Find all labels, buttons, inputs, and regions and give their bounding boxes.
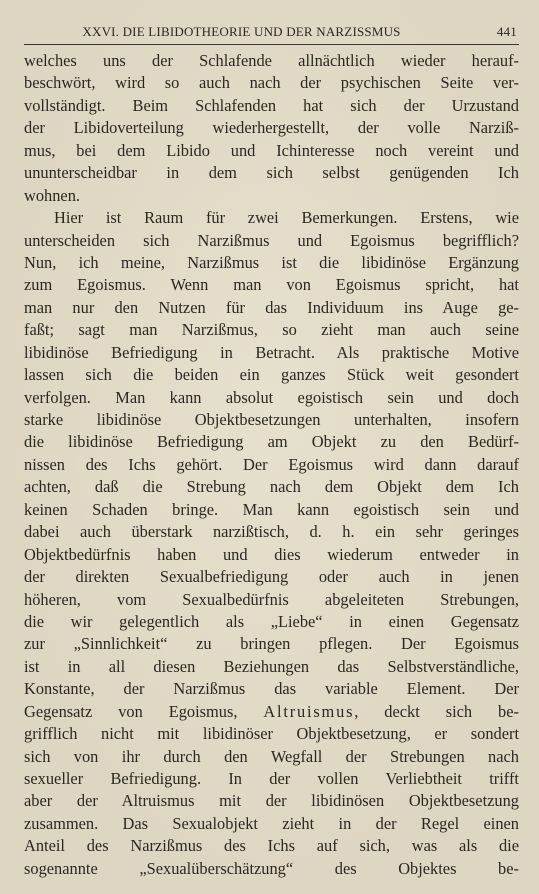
running-title: XXVI. DIE LIBIDOTHEORIE UND DER NARZISSMUS — [82, 24, 401, 39]
text-line: sich von ihr durch den Wegfall der Strebungen nach — [24, 746, 519, 766]
text-line: welches uns der Schlafende allnächtlich wieder herauf- — [24, 51, 519, 70]
text-line: ununterscheidbar in dem sich selbst genügenden Ich — [24, 163, 519, 183]
text-line: achten, daß die Strebung nach dem Objekt dem Ich — [24, 477, 519, 497]
text-line: sexueller Befriedigung. In der vollen Verliebtheit trifft — [24, 769, 519, 788]
body-text — [24, 50, 519, 880]
text-line: verfolgen. Man kann absolut egoistisch sein und doch — [24, 387, 519, 407]
text-line: die libidinöse Befriedigung am Objekt zu den Bedürf- — [24, 432, 519, 452]
text-line: aber der Altruismus mit der libidinösen Objektbesetzung — [24, 791, 519, 811]
text-line: libidinöse Befriedigung in Betracht. Als praktische Motive — [24, 342, 519, 362]
text-line: zum Egoismus. Wenn man von Egoismus spricht, hat — [24, 275, 519, 295]
text-line: faßt; sagt man Narzißmus, so zieht man auch seine — [24, 320, 519, 340]
text-segment: Gegensatz von Egoismus, — [24, 701, 238, 721]
text-segment: , deckt sich be- — [354, 701, 519, 721]
text-line: Nun, ich meine, Narzißmus ist die libidinöse Ergänzung — [24, 252, 519, 272]
text-line: nissen des Ichs gehört. Der Egoismus wird dann darauf — [24, 454, 519, 474]
text-line: die wir gelegentlich als „Liebe“ in einen Gegensatz — [24, 611, 519, 631]
text-line: starke libidinöse Objektbesetzungen unterhalten, insofern — [24, 410, 519, 429]
text-line: höheren, vom Sexualbedürfnis abgeleiteten Strebungen, — [24, 589, 519, 609]
text-line: vollständigt. Beim Schlafenden hat sich der Urzustand — [24, 95, 519, 115]
text-line: mus, bei dem Libido und Ichinteresse noch vereint und — [24, 140, 519, 160]
text-line: grifflich nicht mit libidinöser Objektbesetzung, er sondert — [24, 724, 519, 744]
text-line: man nur den Nutzen für das Individuum ins Auge ge- — [24, 297, 519, 317]
text-line: dabei auch überstark narzißtisch, d. h. ein sehr geringes — [24, 522, 519, 542]
running-head — [24, 20, 519, 45]
text-line: ist in all diesen Beziehungen das Selbstverständliche, — [24, 656, 519, 676]
page-number: 441 — [496, 24, 517, 39]
text-line: der direkten Sexualbefriedigung oder auch in jenen — [24, 567, 519, 587]
text-line: Anteil des Narzißmus des Ichs auf sich, was als die — [24, 836, 519, 856]
text-line: beschwört, wird so auch nach der psychischen Seite ver- — [24, 73, 519, 93]
text-line: zur „Sinnlichkeit“ zu bringen pflegen. Der Egoismus — [24, 634, 519, 654]
text-line: unterscheiden sich Narzißmus und Egoismus begrifflich? — [24, 230, 519, 250]
text-line: zusammen. Das Sexualobjekt zieht in der Regel einen — [24, 813, 519, 833]
text-line: sogenannte „Sexualüberschätzung“ des Objektes be- — [24, 858, 519, 878]
paragraph-start-line: Hier ist Raum für zwei Bemerkungen. Erstens, wie — [54, 208, 519, 228]
text-line: lassen sich die beiden ein ganzes Stück weit gesondert — [24, 365, 519, 385]
paragraph-end-line: wohnen. — [24, 185, 80, 205]
text-line: keinen Schaden bringe. Man kann egoistisch sein und — [24, 499, 519, 519]
text-line-with-emphasis — [24, 701, 519, 723]
text-line: Konstante, der Narzißmus das variable Element. Der — [24, 679, 519, 699]
text-line: der Libidoverteilung wiederhergestellt, der volle Narziß- — [24, 118, 519, 138]
text-line: Objektbedürfnis haben und dies wiederum entweder in — [24, 544, 519, 564]
emphasized-word: Altruismus — [263, 701, 355, 721]
